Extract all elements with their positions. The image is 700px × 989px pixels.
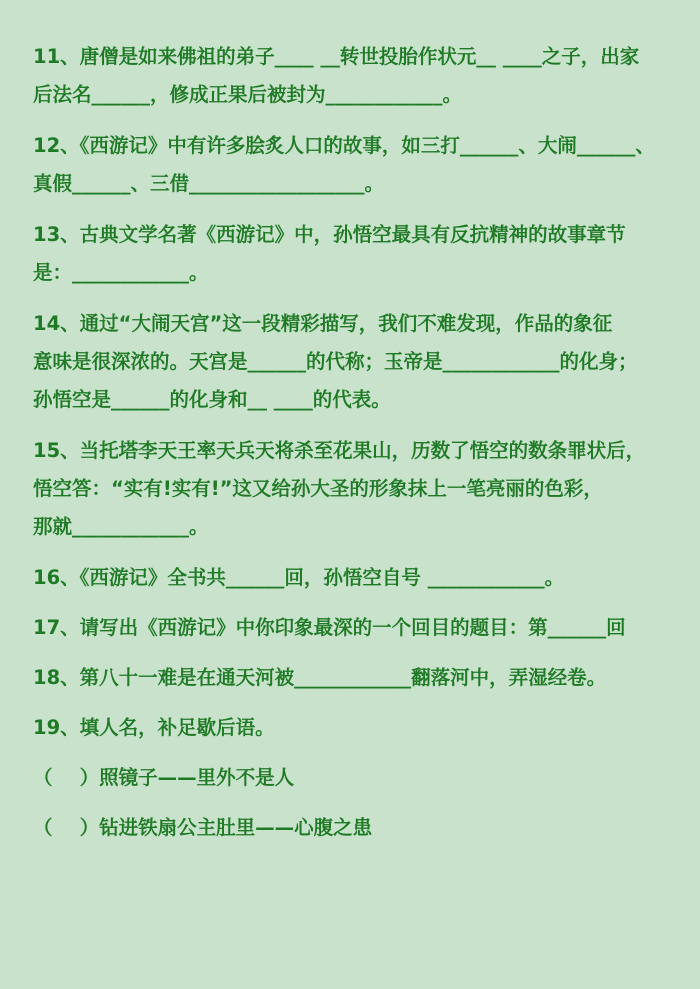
question-15 xyxy=(33,432,684,546)
question-13 xyxy=(33,216,684,292)
question-15-line-2: 悟空答：“实有!实有!”这又给孙大圣的形象抹上一笔亮丽的色彩， xyxy=(33,477,603,500)
question-14-line-3: 孙悟空是______的化身和__ ____的代表。 xyxy=(33,388,391,411)
question-12-line-1: 12、《西游记》中有许多脍炙人口的故事，如三打______、大闹______、 xyxy=(33,134,655,157)
question-18-line-1: 18、第八十一难是在通天河被____________翻落河中，弄湿经卷。 xyxy=(33,666,607,689)
question-19-item-b-text: （ ）钻进铁扇公主肚里——心腹之患 xyxy=(33,816,373,839)
question-15-line-1: 15、当托塔李天王率天兵天将杀至花果山，历数了悟空的数条罪状后， xyxy=(33,439,646,462)
question-19-item-a xyxy=(33,759,684,797)
question-16-line-1: 16、《西游记》全书共______回，孙悟空自号 ____________。 xyxy=(33,566,565,589)
question-11-line-1: 11、唐僧是如来佛祖的弟子____ __转世投胎作状元__ ____之子，出家 xyxy=(33,45,640,68)
question-17-line-1: 17、请写出《西游记》中你印象最深的一个回目的题目：第______回 xyxy=(33,616,626,639)
question-16 xyxy=(33,559,684,597)
question-13-line-1: 13、古典文学名著《西游记》中，孙悟空最具有反抗精神的故事章节 xyxy=(33,223,626,246)
question-12-line-2: 真假______、三借__________________。 xyxy=(33,172,385,195)
question-15-line-3: 那就____________。 xyxy=(33,515,209,538)
question-14-line-2: 意味是很深浓的。天宫是______的代称；玉帝是____________的化身； xyxy=(33,350,638,373)
question-14 xyxy=(33,305,684,419)
question-19-line-1: 19、填人名，补足歇后语。 xyxy=(33,716,275,739)
question-14-line-1: 14、通过“大闹天宫”这一段精彩描写，我们不难发现，作品的象征 xyxy=(33,312,613,335)
question-18 xyxy=(33,659,684,697)
question-19 xyxy=(33,709,684,747)
question-12 xyxy=(33,127,684,203)
question-19-item-b xyxy=(33,809,684,847)
question-13-line-2: 是：____________。 xyxy=(33,261,209,284)
question-11 xyxy=(33,38,684,114)
question-11-line-2: 后法名______，修成正果后被封为____________。 xyxy=(33,83,463,106)
question-19-item-a-text: （ ）照镜子——里外不是人 xyxy=(33,766,295,789)
question-17 xyxy=(33,609,684,647)
